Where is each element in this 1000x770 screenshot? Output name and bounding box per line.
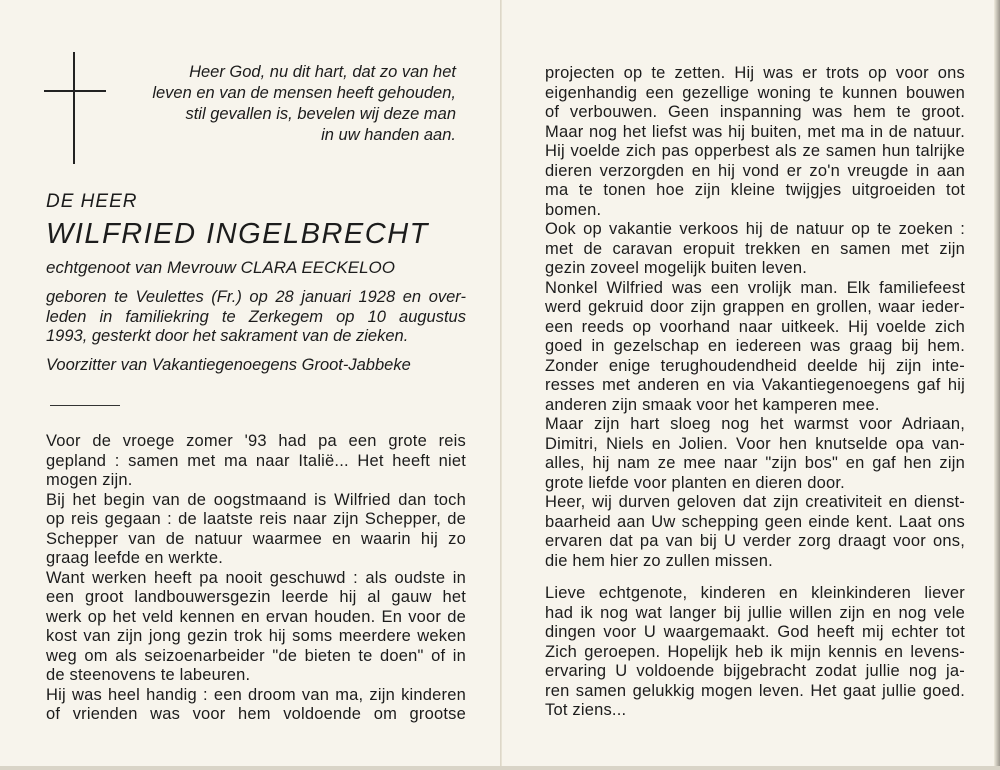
farewell-line: Lieve echtgenote, kinderen en kleinkinderen liever: [545, 584, 965, 602]
right-body-line: eigenhandig een gezellige woning te kunnen bouwen: [545, 83, 965, 102]
right-body-line: Zonder enige terughoudendheid deelde hij zijn inte-: [545, 356, 965, 375]
right-body-line: ma te tonen hoe zijn kleine twijgjes uitgroeiden tot: [545, 181, 965, 199]
cross-vertical-beam: [73, 52, 75, 164]
right-body-line: werd gekruid door zijn grappen en grollen, waar ieder-: [545, 298, 965, 316]
right-body-line: een reeds op voorhand naar uitkeek. Hij voelde zich: [545, 317, 965, 336]
right-body-text: [545, 64, 965, 571]
right-body-line: Ook op vakantie verkoos hij de natuur op te zoeken :: [545, 220, 965, 238]
right-body-line: dieren verzorgden en hij vond er zo'n vreugde in aan: [545, 161, 965, 180]
card-edge-shadow: [994, 0, 1000, 770]
right-body-line: Hij voelde zich pas opperbest als ze samen hun talrijke: [545, 142, 965, 160]
farewell-line: Tot ziens...: [545, 701, 627, 719]
left-body-line: Schepper van de natuur waarmee en waarin hij zo: [46, 529, 466, 548]
farewell-text: [545, 584, 965, 721]
right-body-line: grote liefde voor planten en dieren door.: [545, 473, 845, 492]
divider: [50, 405, 120, 406]
right-body-line: gezin zoveel mogelijk buiten leven.: [545, 259, 807, 277]
farewell-line: ervaring U voldoende bijgebracht zodat jullie nog ja-: [545, 662, 965, 680]
right-body-line: baarheid aan Uw schepping geen einde kent. Laat ons: [545, 512, 965, 531]
left-body-line: een groot landbouwersgezin leerde hij al gauw het: [46, 588, 466, 606]
farewell-line: Zich geroepen. Hopelijk heb ik mijn kennis en levens-: [545, 642, 965, 661]
farewell-line: ren samen gelukkig mogen leven. Het gaat jullie goed.: [545, 681, 965, 700]
right-body-line: bomen.: [545, 200, 602, 219]
right-body-line: Dimitri, Niels en Jolien. Voor hen knutselde opa van-: [545, 434, 965, 453]
right-body-line: Maar nog het liefst was hij buiten, met ma in de natuur.: [545, 122, 965, 141]
right-body-line: anderen zijn smaak voor het kamperen mee.: [545, 395, 880, 414]
deceased-name: WILFRIED INGELBRECHT: [46, 218, 429, 250]
card-fold: [500, 0, 502, 770]
prayer-verse: [140, 62, 456, 146]
right-body-line: of verbouwen. Geen inspanning was hem te groot.: [545, 103, 965, 121]
right-body-line: die hem hier zo zullen missen.: [545, 551, 773, 570]
left-body-line: graag leefde en werkte.: [46, 549, 224, 567]
left-body-line: Bij het begin van de oogstmaand is Wilfried dan toch: [46, 490, 466, 509]
right-body-line: projecten op te zetten. Hij was er trots op voor ons: [545, 64, 965, 82]
born-line: 1993, gesterkt door het sakrament van de zieken.: [46, 327, 409, 345]
left-body-line: Voor de vroege zomer '93 had pa een grote reis: [46, 432, 466, 450]
verse-line: stil gevallen is, bevelen wij deze man: [185, 105, 456, 123]
verse-line: in uw handen aan.: [321, 126, 456, 144]
birth-death-info: [46, 288, 466, 347]
right-body-line: Maar zijn hart sloeg nog het warmst voor Adriaan,: [545, 415, 965, 433]
left-body-line: op reis gegaan : de laatste reis naar zijn Schepper, de: [46, 510, 466, 528]
left-body-line: of vrienden was voor hem voldoende om grootse: [46, 705, 466, 723]
card-bottom-edge: [0, 766, 1000, 770]
right-body-line: alles, hij nam ze mee naar "zijn bos" en gaf hen zijn: [545, 454, 965, 472]
farewell-line: dingen voor U waargemaakt. God heeft mij echter tot: [545, 623, 965, 641]
left-body-line: Want werken heeft pa nooit geschuwd : als oudste in: [46, 568, 466, 587]
left-body-line: kost van zijn jong gezin trok hij soms meerdere weken: [46, 627, 466, 645]
chairman-line: Voorzitter van Vakantiegenoegens Groot-Jabbeke: [46, 356, 411, 374]
left-body-line: gepland : samen met ma naar Italië... Het heeft niet: [46, 451, 466, 470]
left-body-line: weg om als seizoenarbeider "de bieten te doen" of in: [46, 646, 466, 665]
left-body-line: werk op het veld kennen en ervan houden. En voor de: [46, 607, 466, 626]
cross-horizontal-beam: [44, 90, 106, 92]
right-body-line: Nonkel Wilfried was een vrolijk man. Elk familiefeest: [545, 278, 965, 297]
left-body-line: mogen zijn.: [46, 471, 133, 489]
left-body-line: de steenovens te labeuren.: [46, 666, 251, 684]
right-body-line: ervaren dat pa van bij U verder zorg draagt voor ons,: [545, 532, 965, 550]
right-body-line: resses met anderen en via Vakantiegenoegens gaf hij: [545, 376, 965, 394]
born-line: geboren te Veulettes (Fr.) op 28 januari 1928 en over-: [46, 288, 466, 306]
right-body-line: goed in gezelschap en iedereen was graag bij hem.: [545, 337, 965, 355]
spouse-line: echtgenoot van Mevrouw CLARA EECKELOO: [46, 258, 395, 277]
left-body-line: Hij was heel handig : een droom van ma, zijn kinderen: [46, 685, 466, 704]
verse-line: Heer God, nu dit hart, dat zo van het: [189, 63, 456, 81]
right-body-line: Heer, wij durven geloven dat zijn creativiteit en dienst-: [545, 493, 965, 511]
born-line: leden in familiekring te Zerkegem op 10 augustus: [46, 307, 466, 326]
title-prefix: DE HEER: [46, 191, 138, 212]
farewell-line: had ik nog wat langer bij jullie willen zijn en nog vele: [545, 603, 965, 622]
right-body-line: met de caravan eropuit trekken en samen met zijn: [545, 239, 965, 258]
verse-line: leven en van de mensen heeft gehouden,: [152, 84, 456, 102]
left-body-text: [46, 432, 466, 725]
